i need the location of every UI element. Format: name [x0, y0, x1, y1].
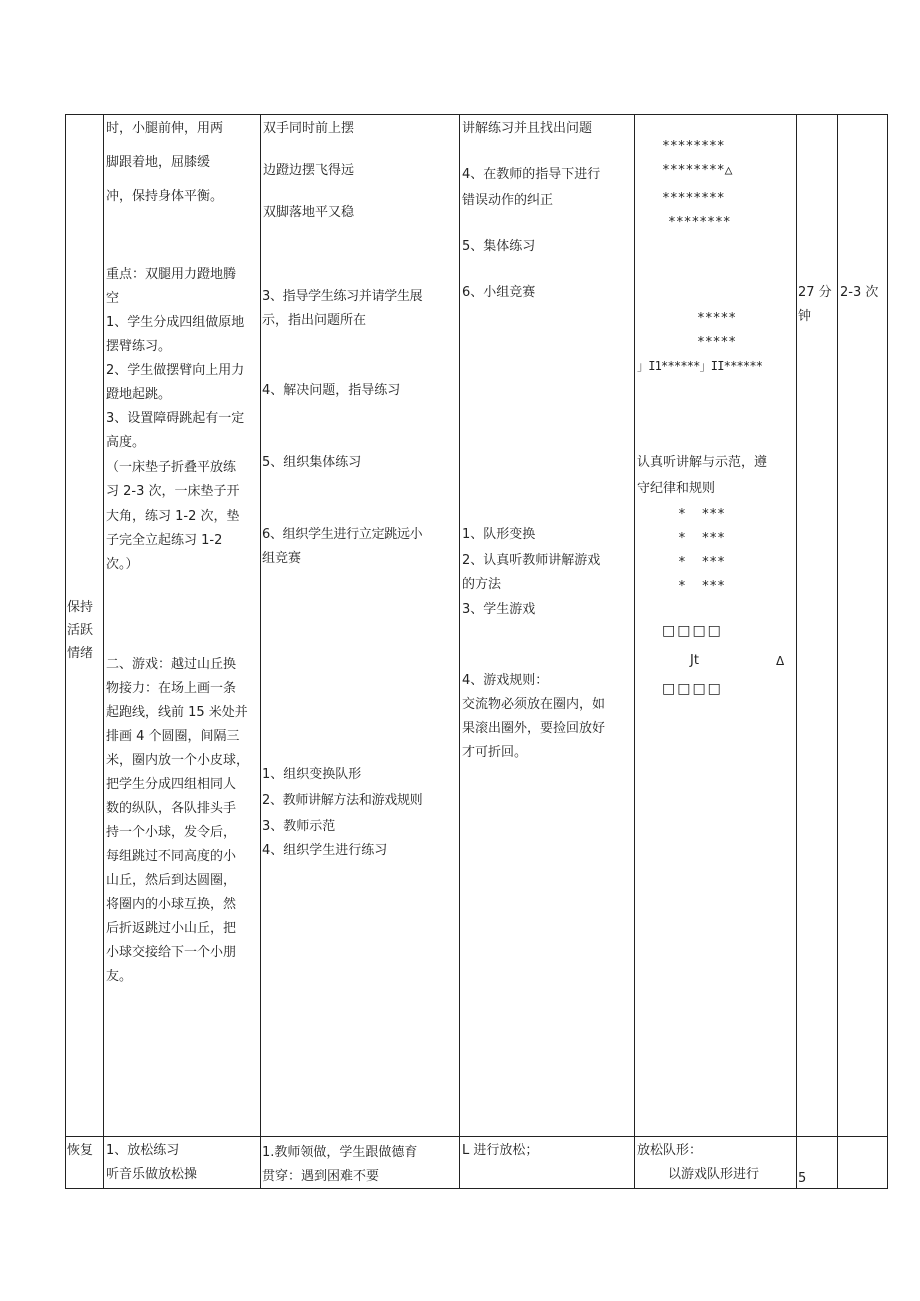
content-line: 讲解练习并且找出问题	[462, 121, 593, 136]
content-line: 1.教师领做，学生跟做德育	[262, 1145, 418, 1160]
table-border-top	[65, 114, 888, 115]
content-line: 才可折回。	[462, 745, 528, 760]
table-col-line-4	[459, 114, 460, 1189]
content-line: 4、在教师的指导下进行	[462, 167, 601, 182]
time-value: 钟	[798, 309, 812, 324]
content-line: 3、指导学生练习并请学生展	[262, 289, 423, 304]
content-line: 6、小组竞赛	[462, 285, 536, 300]
time-value: 27 分	[798, 285, 832, 300]
content-line: 1、放松练习	[106, 1143, 180, 1158]
content-line: 米，圈内放一个小皮球，	[106, 753, 250, 768]
content-line: 放松队形：	[637, 1143, 703, 1158]
content-line: 示，指出问题所在	[262, 313, 367, 328]
table-col-line-8	[887, 114, 888, 1189]
content-line: 果滚出圈外，要捡回放好	[462, 721, 606, 736]
content-line: 双脚落地平又稳	[263, 205, 355, 220]
content-line: 3、学生游戏	[462, 602, 536, 617]
content-line: 听音乐做放松操	[106, 1167, 198, 1182]
hoop-row: □□□□	[662, 681, 723, 697]
content-line: 双手同时前上摆	[263, 121, 355, 136]
section-label-line: 活跃	[67, 623, 94, 638]
content-line: 2、认真听教师讲解游戏	[462, 553, 601, 568]
content-line: 边蹬边摆飞得远	[263, 163, 355, 178]
content-line: 贯穿：遇到困难不要	[262, 1169, 380, 1184]
content-line: 子完全立起练习 1-2	[106, 533, 223, 548]
content-line: 1、队形变换	[462, 527, 536, 542]
content-line: 4、解决问题，指导练习	[262, 383, 401, 398]
content-line: 起跑线，线前 15 米处并	[106, 705, 248, 720]
table-col-line-5	[634, 114, 635, 1189]
content-line: 时，小腿前伸，用两	[106, 121, 224, 136]
content-line: 小球交接给下一个小朋	[106, 945, 237, 960]
formation-row: * ***	[678, 555, 725, 570]
content-line: 数的纵队，各队排头手	[106, 801, 237, 816]
delta-marker: Δ	[776, 654, 785, 668]
content-line: （一床垫子折叠平放练	[106, 460, 237, 475]
content-line: 每组跳过不同高度的小	[106, 849, 237, 864]
content-line: 5、集体练习	[462, 239, 536, 254]
count-value: 2-3 次	[840, 285, 879, 300]
formation-row: *****	[697, 311, 737, 326]
table-col-line-6	[796, 114, 797, 1189]
table-col-line-1	[65, 114, 66, 1189]
section-label-line: 保持	[67, 600, 94, 615]
content-line: 以游戏队形进行	[668, 1167, 760, 1182]
content-line: 排画 4 个圆圈，间隔三	[106, 729, 240, 744]
content-line: 后折返跳过小山丘，把	[106, 921, 237, 936]
content-line: 重点：双腿用力蹬地腾	[106, 267, 237, 282]
content-line: 物接力：在场上画一条	[106, 681, 237, 696]
formation-row: ********△	[662, 163, 733, 178]
content-line: 习 2-3 次，一床垫子开	[106, 484, 240, 499]
content-line: 6、组织学生进行立定跳远小	[262, 527, 423, 542]
content-line: 蹬地起跳。	[106, 387, 172, 402]
table-border-bottom	[65, 1188, 888, 1189]
time-value: 5	[798, 1171, 807, 1186]
content-line: 持一个小球，发令后，	[106, 825, 237, 840]
section-label-recovery: 恢复	[67, 1143, 94, 1158]
content-line: 大角，练习 1-2 次，垫	[106, 509, 240, 524]
content-line: 二、游戏：越过山丘换	[106, 657, 237, 672]
content-line: 的方法	[462, 577, 502, 592]
content-line: 组竞赛	[262, 551, 302, 566]
table-col-line-2	[103, 114, 104, 1189]
hoop-row: □□□□	[662, 623, 723, 639]
formation-row: * ***	[678, 579, 725, 594]
content-line: 脚跟着地，屈膝缓	[106, 155, 211, 170]
content-line: 山丘，然后到达圆圈，	[106, 873, 237, 888]
content-line: L 进行放松；	[462, 1143, 539, 1158]
content-line: 4、组织学生进行练习	[262, 843, 388, 858]
formation-row: ********	[662, 139, 725, 154]
content-line: 3、设置障碍跳起有一定	[106, 411, 245, 426]
content-line: 认真听讲解与示范，遵	[637, 455, 768, 470]
content-line: 空	[106, 291, 120, 306]
content-line: 次。）	[106, 557, 139, 572]
content-line: 1、组织变换队形	[262, 767, 362, 782]
content-line: 5、组织集体练习	[262, 455, 362, 470]
content-line: 3、教师示范	[262, 819, 336, 834]
content-line: 冲，保持身体平衡。	[106, 189, 224, 204]
content-line: 摆臂练习。	[106, 339, 172, 354]
content-line: 4、游戏规则：	[462, 673, 549, 688]
content-line: 守纪律和规则	[637, 481, 716, 496]
content-line: 交流物必须放在圈内，如	[462, 697, 606, 712]
content-line: 将圈内的小球互换，然	[106, 897, 237, 912]
content-line: 2、教师讲解方法和游戏规则	[262, 793, 423, 808]
formation-row: 」I1******」II******	[637, 359, 763, 373]
content-line: 友。	[106, 969, 133, 984]
table-col-line-7	[837, 114, 838, 1189]
content-line: 把学生分成四组相同人	[106, 777, 237, 792]
content-line: 2、学生做摆臂向上用力	[106, 363, 245, 378]
formation-row: ********	[668, 215, 731, 230]
content-line: 错误动作的纠正	[462, 193, 554, 208]
section-label-line: 情绪	[67, 646, 94, 661]
section-label-lively	[67, 596, 93, 665]
teacher-marker: Jt	[690, 653, 699, 668]
formation-row: *****	[697, 335, 737, 350]
formation-row: * ***	[678, 507, 725, 522]
formation-row: * ***	[678, 531, 725, 546]
content-line: 高度。	[106, 435, 146, 450]
table-row-divider	[65, 1136, 888, 1137]
table-col-line-3	[260, 114, 261, 1189]
content-line: 1、学生分成四组做原地	[106, 315, 245, 330]
formation-row: ********	[662, 191, 725, 206]
